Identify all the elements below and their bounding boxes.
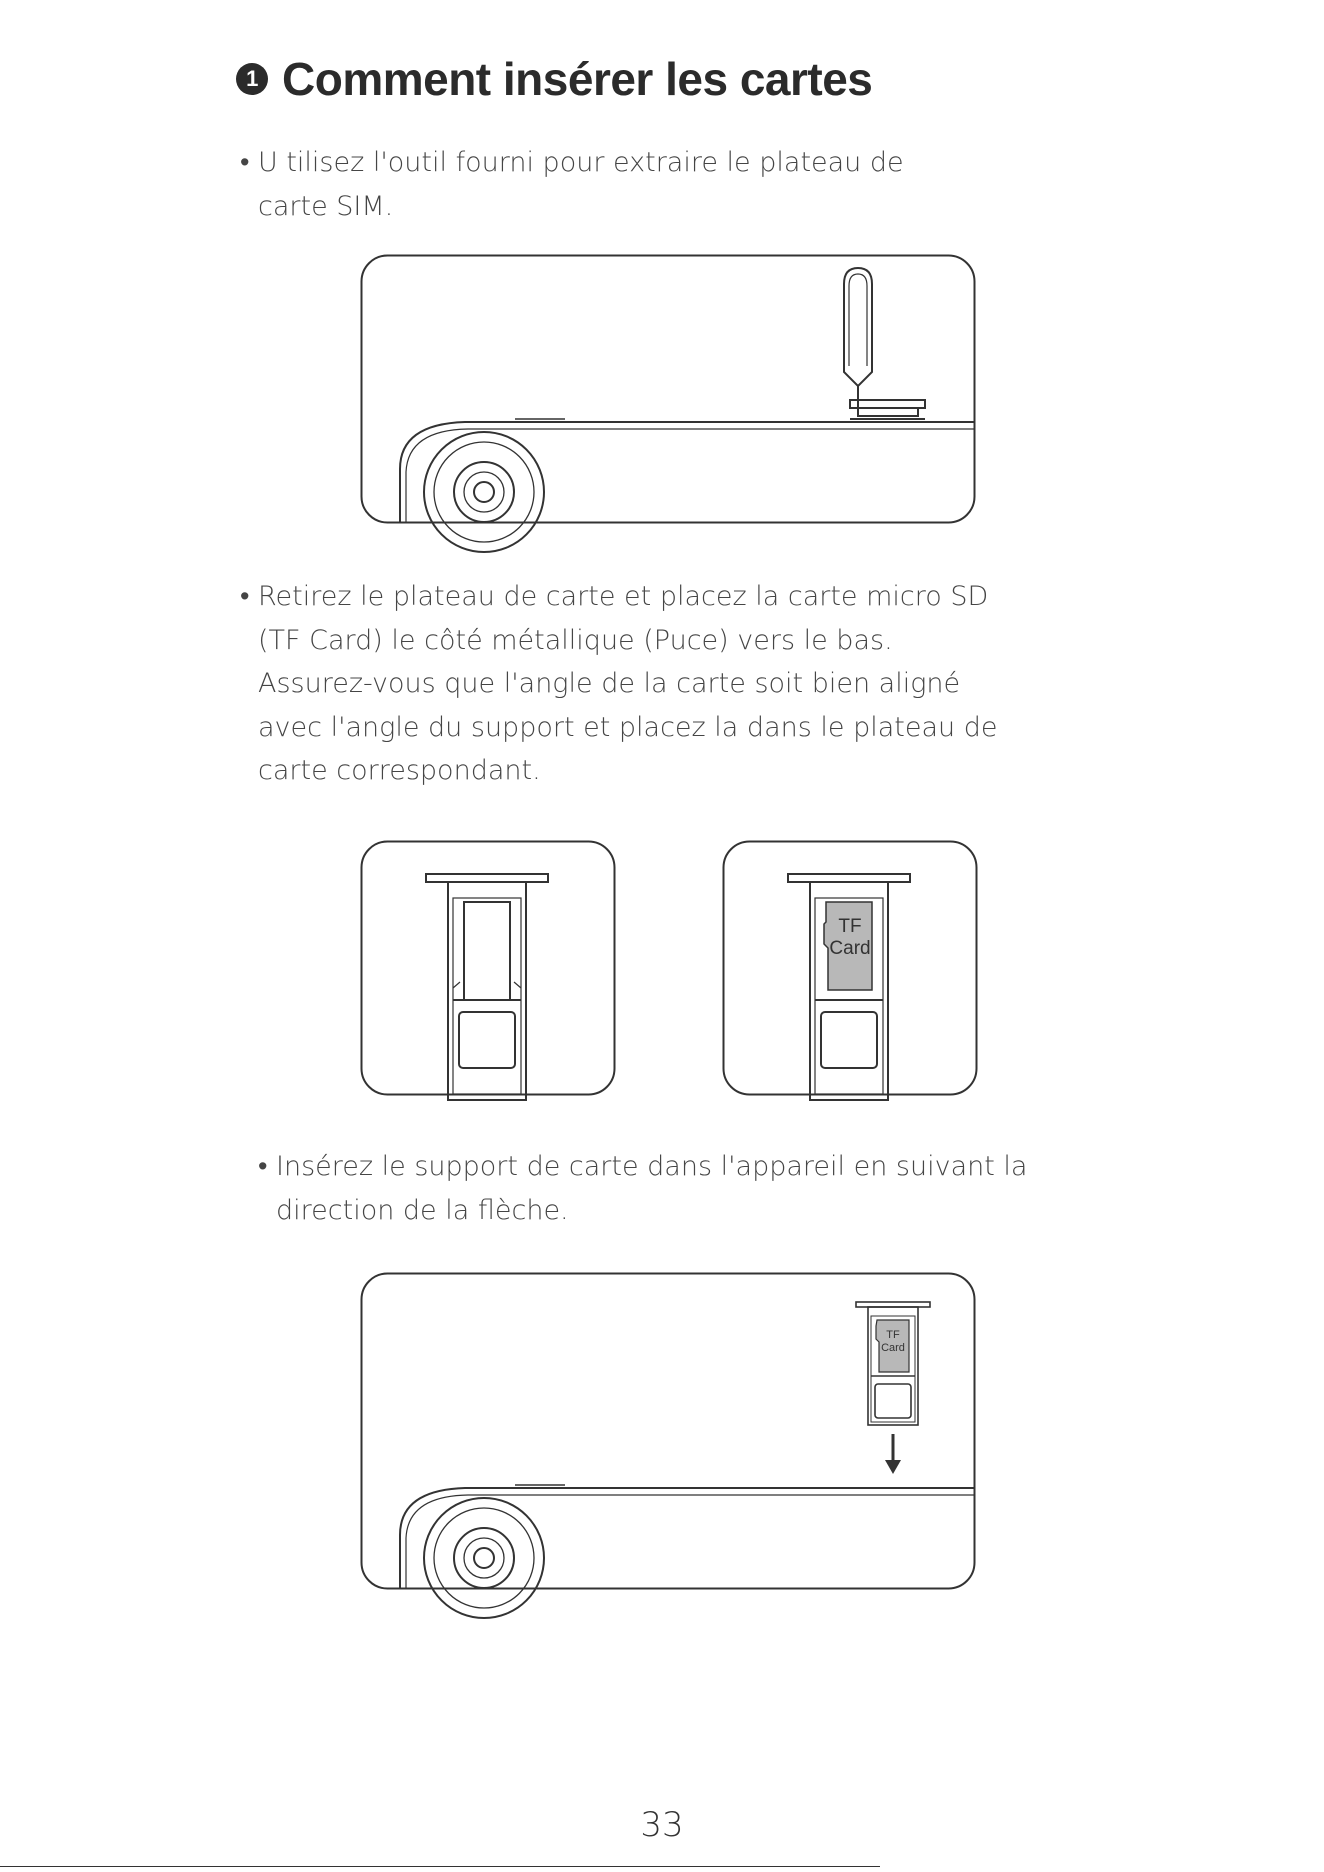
bullet: •	[240, 147, 250, 178]
bullet: •	[258, 1151, 268, 1182]
step-2-line-4: avec l'angle du support et placez la dans le plateau de	[258, 711, 998, 743]
step-2-line-1: Retirez le plateau de carte et placez la carte micro SD	[258, 581, 989, 612]
tf-card-label-line-1: TF	[838, 916, 862, 937]
tf-card-label-line-1: TF	[886, 1329, 900, 1341]
page-title	[236, 52, 872, 106]
figure-insert-tray	[360, 1272, 976, 1590]
step-number-badge: 1	[236, 63, 268, 95]
step-1-text	[240, 141, 904, 228]
step-2-text	[240, 575, 997, 793]
step-3-line-1: Insérez le support de carte dans l'appareil en suivant la	[276, 1151, 1028, 1182]
figure-eject-tray	[360, 254, 976, 524]
page-number: 33	[640, 1805, 684, 1845]
figure-empty-tray	[360, 840, 616, 1096]
step-3-text	[258, 1145, 1027, 1232]
step-1-line-2: carte SIM.	[258, 190, 394, 222]
footer-divider	[0, 1866, 880, 1867]
step-1-line-1: U tilisez l'outil fourni pour extraire le plateau de	[258, 147, 904, 178]
tf-card-label-line-2: Card	[829, 938, 871, 959]
step-2-line-3: Assurez-vous que l'angle de la carte soit bien aligné	[258, 668, 961, 699]
step-3-line-2: direction de la flèche.	[276, 1194, 569, 1226]
step-2-line-2: (TF Card) le côté métallique (Puce) vers le bas.	[258, 624, 893, 656]
title-text: Comment insérer les cartes	[282, 53, 873, 105]
bullet: •	[240, 581, 250, 612]
tf-card-label-line-2: Card	[881, 1342, 905, 1354]
figure-tray-with-card	[722, 840, 978, 1096]
step-2-line-5: carte correspondant.	[258, 755, 541, 786]
